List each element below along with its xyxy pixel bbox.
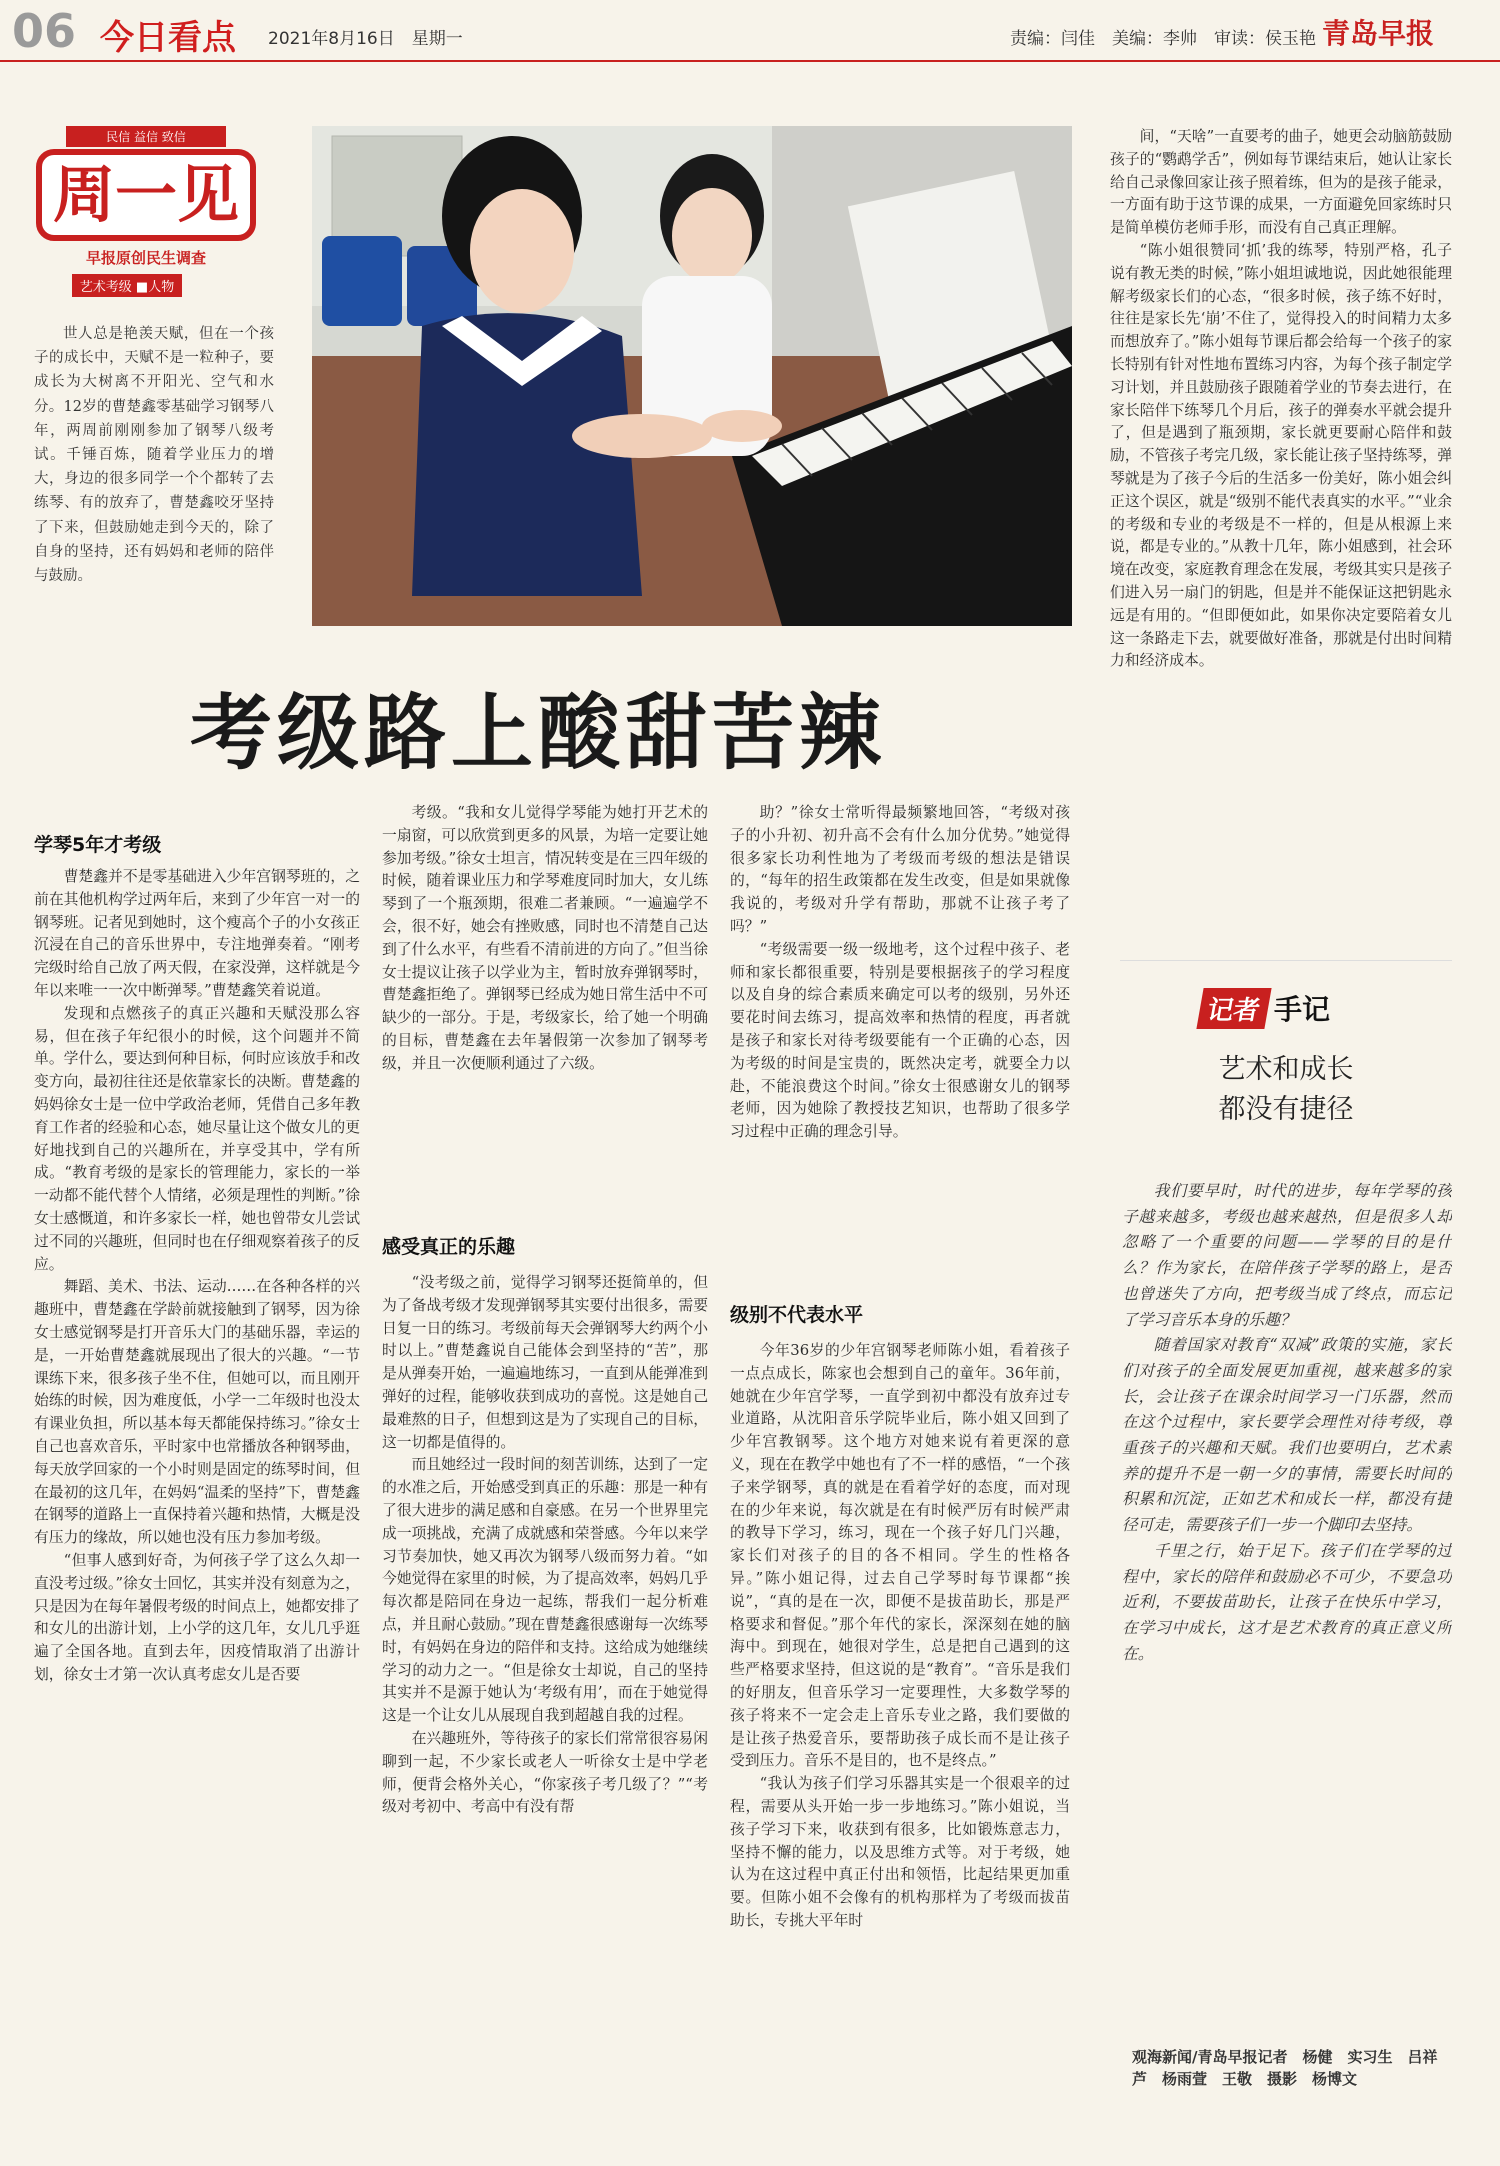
article-column-3-top (730, 802, 1070, 1280)
page-header (0, 0, 1500, 62)
paragraph: 在兴趣班外，等待孩子的家长们常常很容易闲聊到一起，不少家长或老人一听徐女士是中学老师，便背会格外关心，“你家孩子考几级了？”“考级对考初中、考高中有没有帮 (382, 1729, 708, 1816)
piano-photo (312, 126, 1072, 626)
notes-title-line-1: 艺术和成长 (1218, 1054, 1354, 1085)
badge-tag: 艺术考级 ■人物 (72, 274, 182, 297)
paragraph: 发现和点燃孩子的真正兴趣和天赋没那么容易，但在孩子年纪很小的时候，这个问题并不简单。学什么，要达到何种目标，何时应该放手和改变方向，最初往往还是依靠家长的决断。曹楚鑫的妈妈徐女士是一位中学政治老师，凭借自己多年教育工作者的经验和心态，她尽量让这个做女儿的更好地找到自己的兴趣所在，并享受其中，学有所成。“教育考级的是家长的管理能力，家长的一举一动都不能代替个人情绪，必须是理性的判断。”徐女士感慨道，和许多家长一样，她也曾带女儿尝试过不同的兴趣班，但同时也在仔细观察着孩子的反应。 (34, 1004, 360, 1273)
badge-tagline: 民信 益信 致信 (66, 126, 226, 147)
paragraph: 今年36岁的少年宫钢琴老师陈小姐，看着孩子一点点成长，陈家也会想到自己的童年。36年前，她就在少年宫学琴，一直学到初中都没有放弃过专业道路，从沈阳音乐学院毕业后，陈小姐又回到了少年宫教钢琴。这个地方对她来说有着更深的意义，现在在教学中她也有了不一样的感悟，“一个孩子来学钢琴，真的就是在看着学好的态度，而对现在的少年来说，每次就是在有时候严厉有时候严肃的教导下学习，练习，现在一个孩子好几门兴趣，家长们对孩子的目的各不相同。学生的性格各异。”陈小姐记得，过去自己学琴时每节课都“挨说”，“真的是在一次，即便不是拔苗助长，那是严格要求和督促。”那个年代的家长，深深刻在她的脑海中。到现在，她很对学生，总是把自己遇到的这些严格要求坚持，但这说的是“教育”。“音乐是我们的好朋友，但音乐学习一定要理性，大多数学琴的孩子将来不一定会走上音乐专业之路，我们要做的是让孩子热爱音乐，要帮助孩子成长而不是让孩子受到压力。音乐不是目的，也不是终点。” (730, 1342, 1070, 1770)
divider (1120, 960, 1452, 961)
article-column-2-top (382, 802, 708, 1222)
paragraph: 随着国家对教育“双减”政策的实施，家长们对孩子的全面发展更加重视，越来越多的家长，会让孩子在课余时间学习一门乐器，然而在这个过程中，家长要学会理性对待考级，尊重孩子的兴趣和天赋。我们也要明白，艺术素养的提升不是一朝一夕的事情，需要长时间的积累和沉淀，正如艺术和成长一样，都没有捷径可走，需要孩子们一步一个脚印去坚持。 (1122, 1335, 1452, 1535)
article-column-3 (730, 1340, 1070, 2152)
section-heading-3: 级别不代表水平 (730, 1304, 864, 1326)
paragraph: 舞蹈、美术、书法、运动……在各种各样的兴趣班中，曹楚鑫在学龄前就接触到了钢琴，因为徐女士感觉钢琴是打开音乐大门的基础乐器，幸运的是，一开始曹楚鑫就展现出了很大的兴趣。“一节课练下来，很多孩子坐不住，但她可以，而且刚开始练的时候，因为难度低，小学一二年级时也没太有课业负担，所以基本每天都能保持练习。”徐女士自己也喜欢音乐，平时家中也常播放各种钢琴曲，每天放学回家的一个小时则是固定的练琴时间，但在最初的这几年，在妈妈“温柔的坚持”下，曹楚鑫在钢琴的道路上一直保持着兴趣和热情，大概是没有压力的缘故，所以她也没有压力参加考级。 (34, 1278, 360, 1547)
paragraph: “但事人感到好奇，为何孩子学了这么久却一直没考过级。”徐女士回忆，其实并没有刻意为之，只是因为在每年暑假考级的时间点上，她都安排了和女儿的出游计划，上小学的这几年，女儿几乎逛遍了全国各地。直到去年，因疫情取消了出游计划，徐女士才第一次认真考虑女儿是否要 (34, 1551, 360, 1683)
paragraph: 助？”徐女士常听得最频繁地回答，“考级对孩子的小升初、初升高不会有什么加分优势。”她觉得很多家长功利性地为了考级而考级的想法是错误的，“每年的招生政策都在发生改变，但是如果就像我说的，考级对升学有帮助，那就不让孩子考了吗？” (730, 804, 1070, 935)
paragraph: 间，“天啥”一直要考的曲子，她更会动脑筋鼓励孩子的“鹦鹉学舌”，例如每节课结束后，她认让家长给自己录像回家让孩子照着练，但为的是孩子能录，一方面有助于这节课的成果，一方面避免回家练时只是简单模仿老师手形，而没有自己真正理解。 (1110, 128, 1452, 237)
page-number: 06 (12, 4, 77, 58)
paragraph: 我们要早时，时代的进步，每年学琴的孩子越来越多，考级也越来越热，但是很多人却忽略了一个重要的问题——学琴的目的是什么？作为家长，在陪伴孩子学琴的路上，是否也曾迷失了方向，把考级当成了终点，而忘记了学习音乐本身的乐趣？ (1122, 1181, 1452, 1329)
notes-label-black: 手记 (1274, 993, 1331, 1026)
section-heading-1: 学琴5年才考级 (34, 834, 162, 856)
article-column-1 (34, 866, 360, 2166)
paragraph: 曹楚鑫并不是零基础进入少年宫钢琴班的，之前在其他机构学过两年后，来到了少年宫一对一的钢琴班。记者见到她时，这个瘦高个子的小女孩正沉浸在自己的音乐世界中，专注地弹奏着。“刚考完级时给自己放了两天假，在家没弹，这样就是今年以来唯一一次中断弹琴。”曹楚鑫笑着说道。 (34, 868, 360, 999)
paragraph: “考级需要一级一级地考，这个过程中孩子、老师和家长都很重要，特别是要根据孩子的学习程度以及自身的综合素质来确定可以考的级别，另外还要花时间去练习，提高效率和热情的程度，再者就是孩子和家长对待考级要能有一个正确的心态，因为考级的时间是宝贵的，既然决定考，就要全力以赴，不能浪费这个时间。”徐女士很感谢女儿的钢琴老师，因为她除了教授技艺知识，也帮助了很多学习过程中正确的理念引导。 (730, 940, 1070, 1141)
paragraph: “陈小姐很赞同‘抓’我的练琴，特别严格，孔子说有教无类的时候，”陈小姐坦诚地说，因此她很能理解考级家长们的心态，“很多时候，孩子练不好时，往往是家长先‘崩’不住了，觉得投入的时间精力太多而想放弃了。”陈小姐每节课后都会给每一个孩子的家长特别有针对性地布置练习内容，为每个孩子制定学习计划，并且鼓励孩子跟随着学业的节奏去进行，在家长陪伴下练琴几个月后，孩子的弹奏水平就会提升了，但是遇到了瓶颈期，家长就更要耐心陪伴和鼓励，不管孩子考完几级，家长能让孩子坚持练琴，弹琴就是为了孩子今后的生活多一份美好，陈小姐会纠正这个误区，就是“级别不能代表真实的水平。”“业余的考级和专业的考级是不一样的，但是从根源上来说，都是专业的。”从教十几年，陈小姐感到，社会环境在改变，家庭教育理念在发展，考级其实只是孩子们进入另一扇门的钥匙，但是并不能保证这把钥匙永远是有用的。“但即便如此，如果你决定要陪着女儿这一条路走下去，就要做好准备，那就是付出时间精力和经济成本。 (1110, 241, 1452, 670)
notes-title-line-2: 都没有捷径 (1218, 1094, 1354, 1125)
photo-illustration (312, 126, 1072, 626)
column-badge (32, 126, 260, 295)
reporter-notes-body (1122, 1178, 1452, 2028)
section-title: 今日看点 (100, 18, 236, 58)
paragraph: “我认为孩子们学习乐器其实是一个很艰辛的过程，需要从头开始一步一步地练习。”陈小姐说，当孩子学习下来，收获到有很多，比如锻炼意志力，坚持不懈的能力，以及思维方式等。对于考级，她认为在这过程中真正付出和领悟，比起结果更加重要。但陈小姐不会像有的机构那样为了考级而拔苗助长，专挑大平年时 (730, 1775, 1070, 1929)
byline: 观海新闻/青岛早报记者 杨健 实习生 吕祥芦 杨雨萱 王敬 摄影 杨博文 (1132, 2048, 1438, 2088)
article-headline: 考级路上酸甜苦辣 (190, 685, 887, 781)
article-column-2 (382, 1272, 708, 2152)
notes-label-red: 记者 (1196, 988, 1271, 1029)
editor-credits: 责编：闫佳 美编：李帅 审读：侯玉艳 (1010, 29, 1316, 49)
badge-title: 周一见 (36, 149, 256, 241)
paragraph: “没考级之前，觉得学习钢琴还挺简单的，但为了备战考级才发现弹钢琴其实要付出很多，需要日复一日的练习。考级前每天会弹钢琴大约两个小时以上。”曹楚鑫说自己能体会到坚持的“苦”，那是从弹奏开始，一遍遍地练习，一直到从能弹准到弹好的过程，能够收获到成功的喜悦。这是她自己最难熬的日子，但想到这是为了实现自己的目标，这一切都是值得的。 (382, 1274, 708, 1451)
reporter-notes-title (1160, 1050, 1412, 1130)
paragraph: 考级。“我和女儿觉得学琴能为她打开艺术的一扇窗，可以欣赏到更多的风景，为培一定要让她参加考级。”徐女士坦言，情况转变是在三四年级的时候，随着课业压力和学琴难度同时加大，女儿练琴到了一个瓶颈期，很难二者兼顾。“一遍遍学不会，很不好，她会有挫败感，同时也不清楚自己达到了什么水平，有些看不清前进的方向了。”但当徐女士提议让孩子以学业为主，暂时放弃弹钢琴时，曹楚鑫拒绝了。弹钢琴已经成为她日常生活中不可缺少的一部分。于是，考级家长，给了她一个明确的目标，曹楚鑫在去年暑假第一次参加了钢琴考级，并且一次便顺利通过了六级。 (382, 804, 708, 1072)
intro-paragraph: 世人总是艳羡天赋，但在一个孩子的成长中，天赋不是一粒种子，要成长为大树离不开阳光、空气和水分。12岁的曹楚鑫零基础学习钢琴八年，两周前刚刚参加了钢琴八级考试。千锤百炼，随着学业压力的增大，身边的很多同学一个个都转了去练琴、有的放弃了，曹楚鑫咬牙坚持了下来，但鼓励她走到今天的，除了自身的坚持，还有妈妈和老师的陪伴与鼓励。 (34, 326, 274, 585)
section-heading-2: 感受真正的乐趣 (382, 1236, 516, 1258)
reporter-notes-label (1200, 988, 1330, 1029)
issue-date: 2021年8月16日 星期一 (268, 29, 463, 49)
newspaper-logo: 青岛早报 (1322, 17, 1435, 50)
article-column-4 (1110, 126, 1452, 946)
paragraph: 而且她经过一段时间的刻苦训练，达到了一定的水准之后，开始感受到真正的乐趣：那是一种有了很大进步的满足感和自豪感。在另一个世界里完成一项挑战，充满了成就感和荣誉感。今年以来学习节奏加快，她又再次为钢琴八级而努力着。“如今她觉得在家里的时候，为了提高效率，妈妈几乎每次都是陪同在身边一起练，帮我们一起分析难点，并且耐心鼓励。”现在曹楚鑫很感谢每一次练琴时，有妈妈在身边的陪伴和支持。这给成为她继续学习的动力之一。“但是徐女士却说，自己的坚持其实并不是源于她认为‘考级有用’，而在于她觉得这是一个让女儿从展现自我到超越自我的过程。 (382, 1456, 708, 1725)
paragraph: 千里之行，始于足下。孩子们在学琴的过程中，家长的陪伴和鼓励必不可少，不要急功近利，不要拔苗助长，让孩子在快乐中学习，在学习中成长，这才是艺术教育的真正意义所在。 (1122, 1540, 1452, 1663)
badge-subtitle: 早报原创民生调查 (85, 249, 206, 267)
